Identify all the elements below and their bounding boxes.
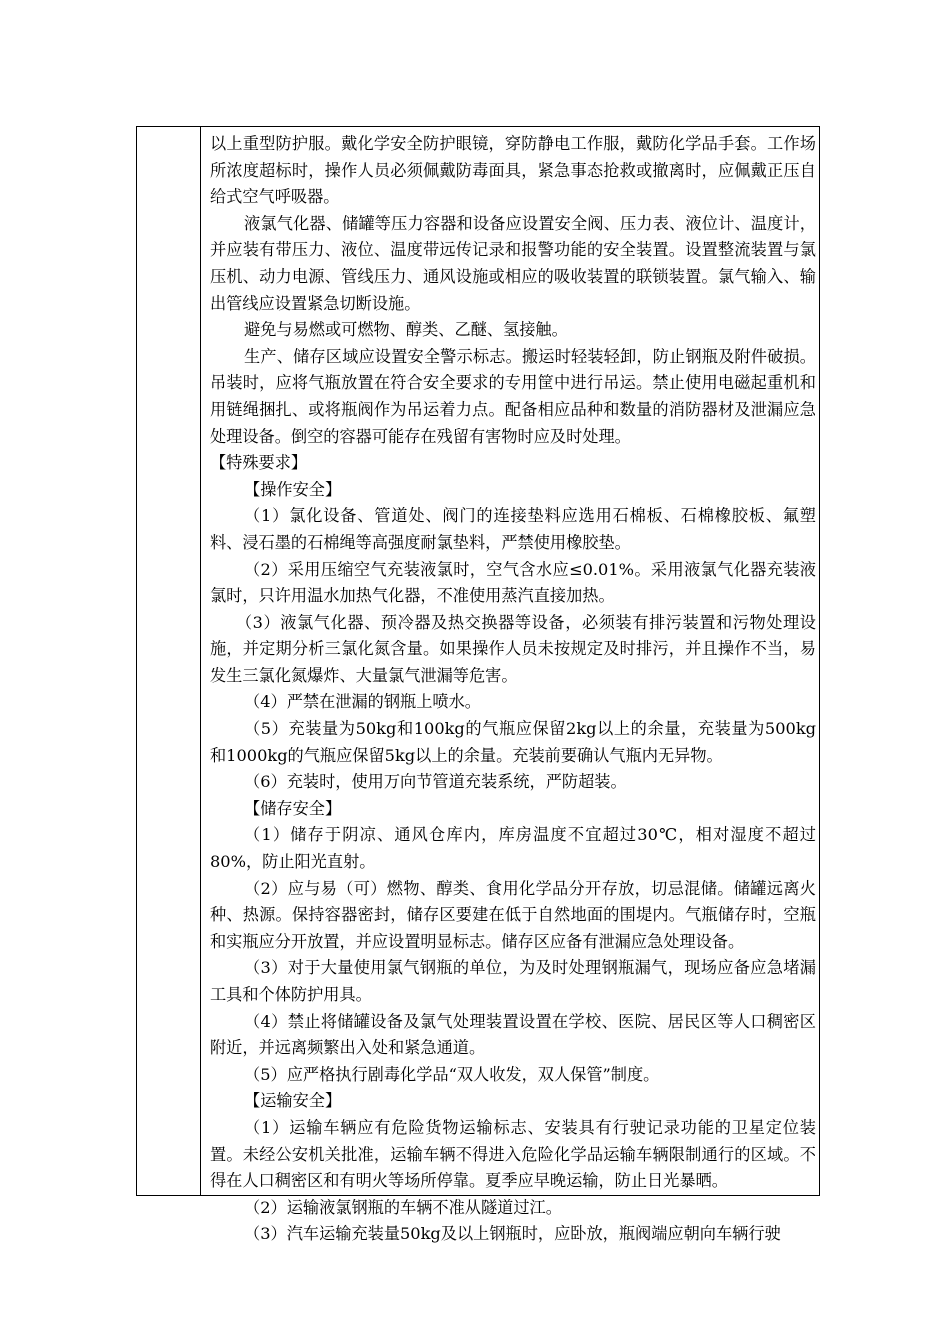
paragraph: （6）充装时，使用万向节管道充装系统，严防超装。 — [244, 772, 627, 792]
paragraph: 液氯气化器、储罐等压力容器和设备应设置安全阀、压力表、液位计、温度计，并应装有带压力、液位、温度带远传记录和报警功能的安全装置。设置整流装置与氯压机、动力电源、管线压力、通风设施或相应的吸收装置的联锁装置。氯气输入、输出管线应设置紧急切断设施。 — [210, 213, 816, 313]
paragraph: （1）运输车辆应有危险货物运输标志、安装具有行驶记录功能的卫星定位装置。未经公安机关批准，运输车辆不得进入危险化学品运输车辆限制通行的区域。不得在人口稠密区和有明火等场所停靠。夏季应早晚运输，防止日光暴晒。 — [210, 1117, 816, 1191]
paragraph: 【储存安全】 — [244, 798, 342, 818]
paragraph: （3）对于大量使用氯气钢瓶的单位，为及时处理钢瓶漏气，现场应备应急堵漏工具和个体防护用具。 — [210, 958, 816, 1004]
paragraph: （3）液氯气化器、预冷器及热交换器等设备，必须装有排污装置和污物处理设施，并定期分析三氯化氮含量。如果操作人员未按规定及时排污，并且操作不当，易发生三氯化氮爆炸、大量氯气泄漏等危害。 — [210, 612, 816, 685]
paragraph: （4）禁止将储罐设备及氯气处理装置设置在学校、医院、居民区等人口稠密区附近，并远离频繁出入处和紧急通道。 — [210, 1011, 816, 1058]
paragraph: （5）应严格执行剧毒化学品“双人收发，双人保管”制度。 — [244, 1064, 660, 1084]
paragraph: （3）汽车运输充装量50kg及以上钢瓶时，应卧放，瓶阀端应朝向车辆行驶 — [244, 1224, 781, 1244]
paragraph: 【运输安全】 — [244, 1091, 342, 1111]
paragraph: （1）储存于阴凉、通风仓库内，库房温度不宜超过30℃，相对湿度不超过80%，防止阳光直射。 — [210, 825, 816, 872]
paragraph: （2）运输液氯钢瓶的车辆不准从隧道过江。 — [244, 1197, 562, 1217]
paragraph: （2）采用压缩空气充装液氯时，空气含水应≤0.01%。采用液氯气化器充装液氯时，只许用温水加热气化器，不准使用蒸汽直接加热。 — [210, 559, 816, 606]
paragraph: （5）充装量为50kg和100kg的气瓶应保留2kg以上的余量，充装量为500kg和1000kg的气瓶应保留5kg以上的余量。充装前要确认气瓶内无异物。 — [210, 719, 816, 765]
content-cell — [210, 131, 816, 1248]
document-table — [136, 126, 820, 1244]
paragraph: 【特殊要求】 — [210, 453, 308, 473]
paragraph: （2）应与易（可）燃物、醇类、食用化学品分开存放，切忌混储。储罐远离火种、热源。保持容器密封，储存区要建在低于自然地面的围堤内。气瓶储存时，空瓶和实瓶应分开放置，并应设置明显标志。储存区应备有泄漏应急处理设备。 — [210, 878, 816, 951]
paragraph: 以上重型防护服。戴化学安全防护眼镜，穿防静电工作服，戴防化学品手套。工作场所浓度超标时，操作人员必须佩戴防毒面具，紧急事态抢救或撤离时，应佩戴正压自给式空气呼吸器。 — [210, 134, 816, 207]
paragraph: （4）严禁在泄漏的钢瓶上喷水。 — [244, 692, 481, 712]
paragraph: 生产、储存区域应设置安全警示标志。搬运时轻装轻卸，防止钢瓶及附件破损。吊装时，应将气瓶放置在符合安全要求的专用筐中进行吊运。禁止使用电磁起重机和用链绳捆扎、或将瓶阀作为吊运着力点。配备相应品种和数量的消防器材及泄漏应急处理设备。倒空的容器可能存在残留有害物时应及时处理。 — [210, 346, 816, 446]
paragraph: 避免与易燃或可燃物、醇类、乙醚、氢接触。 — [244, 320, 568, 340]
label-column — [137, 127, 201, 1195]
paragraph: 【操作安全】 — [244, 479, 342, 499]
paragraph: （1）氯化设备、管道处、阀门的连接垫料应选用石棉板、石棉橡胶板、氟塑料、浸石墨的石棉绳等高强度耐氯垫料，严禁使用橡胶垫。 — [210, 506, 816, 552]
